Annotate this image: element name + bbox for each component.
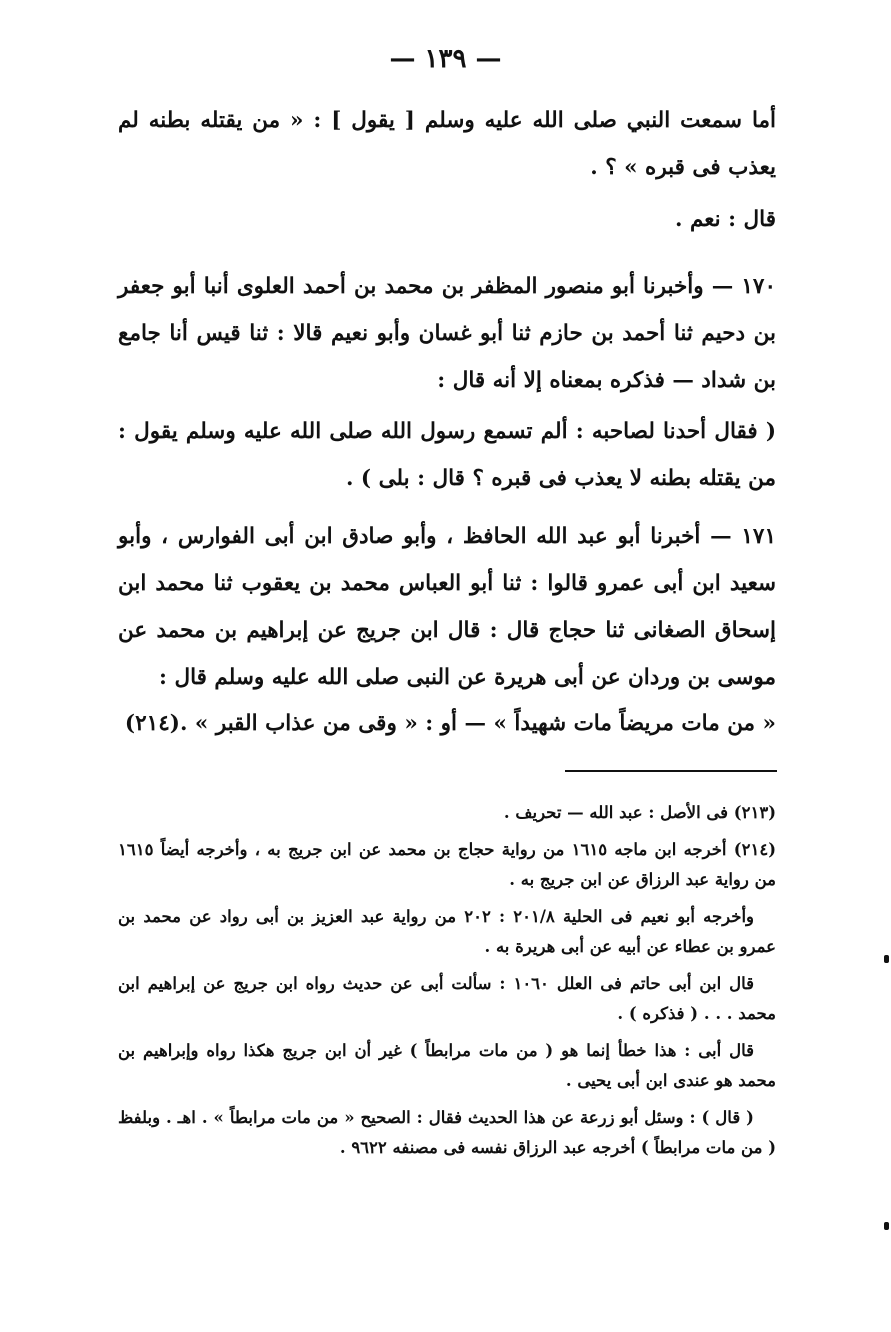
page-number: — ١٣٩ —: [389, 44, 502, 74]
footnote-214: (٢١٤) أخرجه ابن ماجه ١٦١٥ من رواية حجاج بن محمد عن ابن جريج به ، وأخرجه أيضاً ١٦١٥ من رواية عبد الرزاق عن ابن جريج به .: [118, 839, 776, 889]
footnotes: [118, 798, 776, 1170]
paragraph-text: « من مات مريضاً مات شهيداً » — أو : « وقى من عذاب القبر » .(٢١٤): [124, 711, 776, 736]
footnote-214-continuation: وأخرجه أبو نعيم فى الحلية ٢٠١/٨ : ٢٠٢ من رواية عبد العزيز بن أبى رواد عن محمد بن عمرو بن عطاء عن أبيه عن أبى هريرة به .: [118, 906, 776, 956]
hadith-171-matn: [118, 700, 776, 747]
paragraph-text: ( فقال أحدنا لصاحبه : ألم تسمع رسول الله صلى الله عليه وسلم يقول : من يقتله بطنه لا يعذب فى قبره ؟ قال : بلى ) .: [118, 419, 776, 491]
footnote-214-continuation: ( قال ) : وسئل أبو زرعة عن هذا الحديث فقال : الصحيح « من مات مرابطاً » . اهـ . وبلفظ ( من مات مرابطاً ) أخرجه عبد الرزاق نفسه فى مصنفه ٩٦٢٢ .: [118, 1107, 776, 1157]
paragraph-text: أما سمعت النبي صلى الله عليه وسلم [ يقول ] : « من يقتله بطنه لم يعذب فى قبره » ؟ .: [118, 108, 776, 180]
footnote-214-continuation: قال ابن أبى حاتم فى العلل ١٠٦٠ : سألت أبى عن حديث رواه ابن جريج عن إبراهيم ابن محمد . . . ( فذكره ) .: [118, 973, 776, 1023]
footnote-214-continuation: قال أبى : هذا خطأ إنما هو ( من مات مرابطاً ) غير أن ابن جريج هكذا رواه وإبراهيم بن محمد هو عندى ابن أبى يحيى .: [118, 1040, 776, 1090]
hadith-171: [118, 513, 776, 701]
footnote-213: (٢١٣) فى الأصل : عبد الله — تحريف .: [503, 803, 776, 822]
hadith-170-variant: [118, 408, 776, 502]
scan-mark: [884, 955, 889, 963]
main-paragraph: [118, 196, 776, 243]
paragraph-text: ١٧٠ — وأخبرنا أبو منصور المظفر بن محمد بن أحمد العلوى أنبا أبو جعفر بن دحيم ثنا أحمد بن حازم ثنا أبو غسان وأبو نعيم قالا : ثنا قيس أنا جامع بن شداد — فذكره بمعناه إلا أنه قال :: [118, 274, 776, 393]
paragraph-text: ١٧١ — أخبرنا أبو عبد الله الحافظ ، وأبو صادق ابن أبى الفوارس ، وأبو سعيد ابن أبى عمرو قالوا : ثنا أبو العباس محمد بن يعقوب ثنا محمد ابن إسحاق الصغانى ثنا حجاج قال : قال ابن جريج عن إبراهيم بن محمد عن موسى بن وردان عن أبى هريرة عن النبى صلى الله عليه وسلم قال :: [118, 524, 776, 690]
scan-mark: [884, 1222, 889, 1230]
main-paragraph: [118, 97, 776, 191]
footnote-divider: [565, 770, 777, 772]
paragraph-text: قال : نعم .: [675, 207, 776, 232]
hadith-170: [118, 263, 776, 404]
